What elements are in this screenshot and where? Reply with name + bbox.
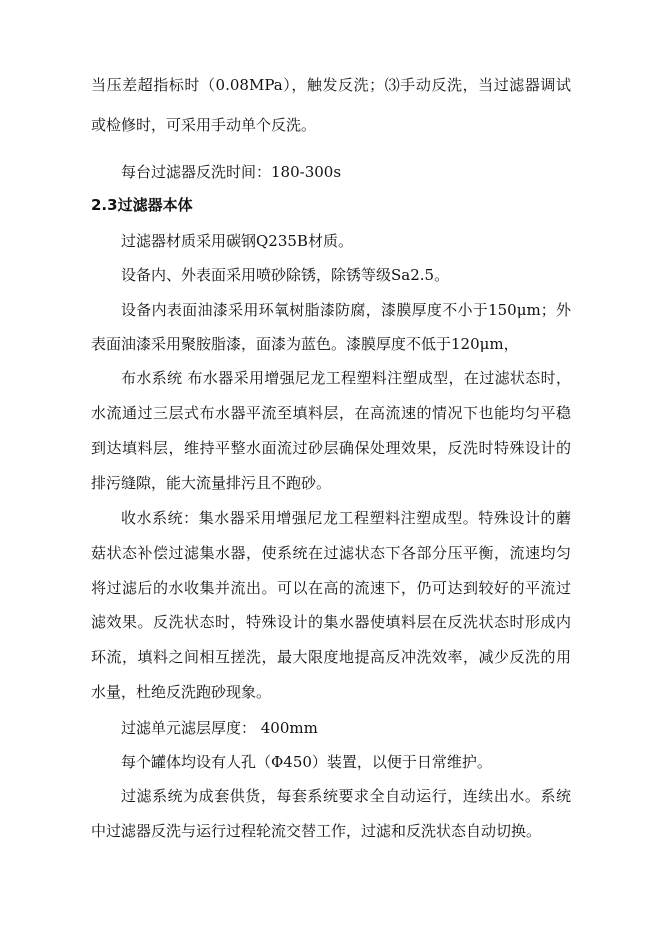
text-line: 每台过滤器反洗时间：180-300s — [121, 163, 342, 181]
text-line: 当压差超指标时（0.08MPa），触发反洗；⑶手动反洗，当过滤器调试 — [91, 76, 571, 94]
section-heading: 2.3过滤器本体 — [91, 196, 193, 214]
text-line: 过滤系统为成套供货，每套系统要求全自动运行，连续出水。系统 — [121, 787, 571, 805]
text-line: 过滤单元滤层厚度： 400mm — [121, 719, 318, 737]
text-line: 表面油漆采用聚胺脂漆，面漆为蓝色。漆膜厚度不低于120μm， — [91, 335, 519, 353]
text-line: 将过滤后的水收集并流出。可以在高的流速下，仍可达到较好的平流过 — [91, 579, 571, 597]
text-line: 设备内、外表面采用喷砂除锈，除锈等级Sa2.5。 — [121, 266, 450, 284]
text-line: 或检修时，可采用手动单个反洗。 — [91, 116, 317, 134]
text-line: 设备内表面油漆采用环氧树脂漆防腐，漆膜厚度不小于150μm；外 — [121, 301, 571, 319]
text-line: 每个罐体均设有人孔（Φ450）装置，以便于日常维护。 — [121, 753, 492, 771]
text-line: 收水系统：集水器采用增强尼龙工程塑料注塑成型。特殊设计的蘑 — [121, 509, 571, 527]
text-line: 水量，杜绝反洗跑砂现象。 — [91, 683, 272, 701]
text-line: 菇状态补偿过滤集水器，使系统在过滤状态下各部分压平衡，流速均匀 — [91, 544, 571, 562]
text-line: 中过滤器反洗与运行过程轮流交替工作，过滤和反洗状态自动切换。 — [91, 822, 542, 840]
text-line: 排污缝隙，能大流量排污且不跑砂。 — [91, 474, 332, 492]
text-line: 到达填料层，维持平整水面流过砂层确保处理效果，反洗时特殊设计的 — [91, 439, 571, 457]
text-line: 布水系统 布水器采用增强尼龙工程塑料注塑成型，在过滤状态时， — [121, 369, 571, 387]
text-line: 水流通过三层式布水器平流至填料层，在高流速的情况下也能均匀平稳 — [91, 404, 571, 422]
text-line: 滤效果。反洗状态时，特殊设计的集水器使填料层在反洗状态时形成内 — [91, 613, 571, 631]
text-line: 环流，填料之间相互搓洗，最大限度地提高反冲洗效率，减少反洗的用 — [91, 648, 571, 666]
text-line: 过滤器材质采用碳钢Q235B材质。 — [121, 232, 353, 250]
